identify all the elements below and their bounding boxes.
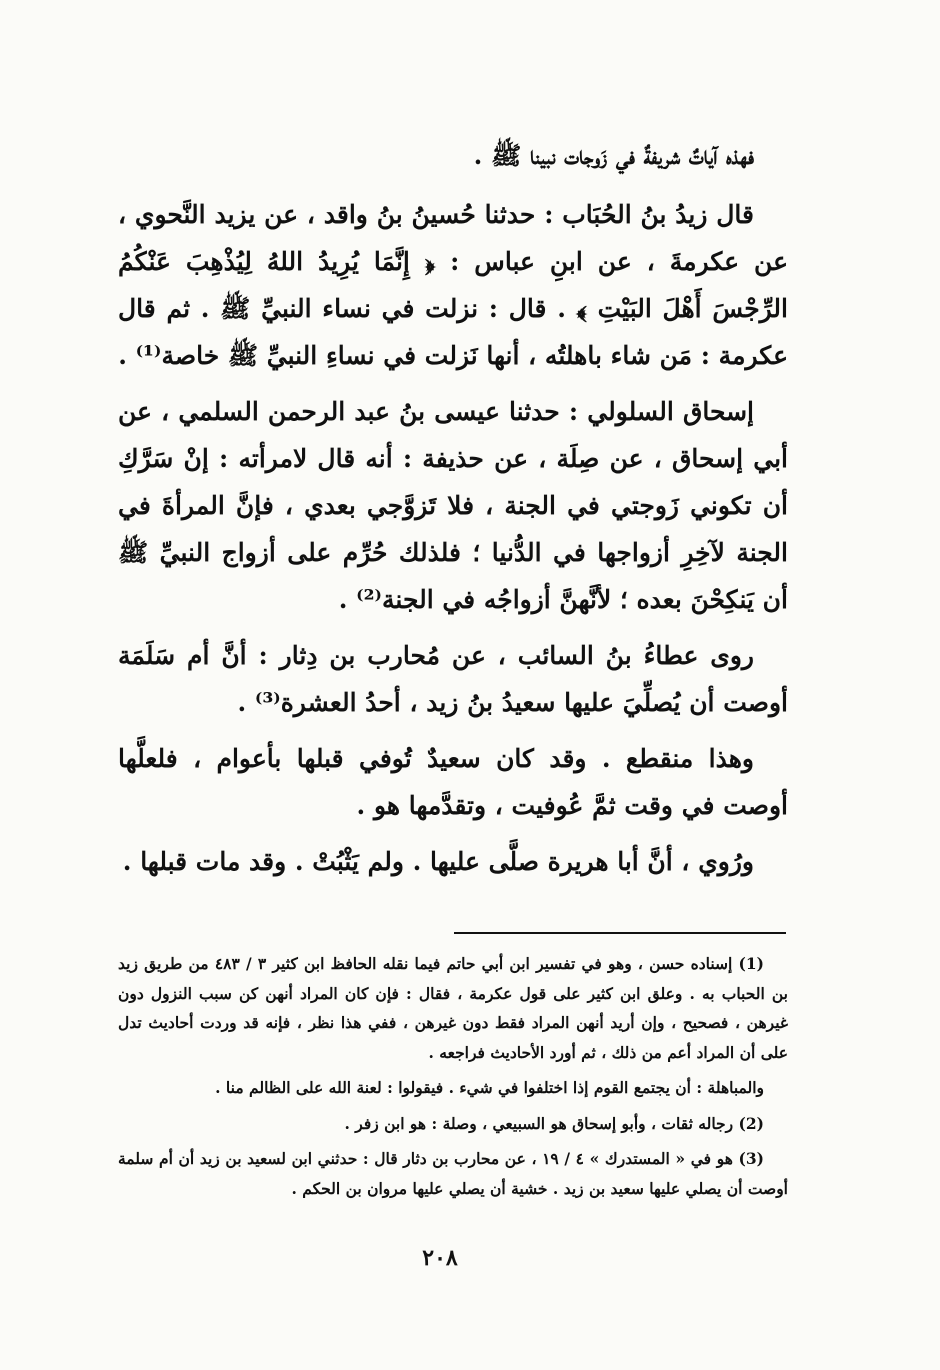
body-paragraph: فهذه آياتٌ شريفةٌ في زَوجات نبينا ﷺ . bbox=[473, 141, 754, 170]
body-paragraph: قال زيدُ بنُ الحُبَاب : حدثنا حُسينُ بنُ واقد ، عن يزيد النَّحوي ، عن عكرمةَ ، عن ابنِ عباس : ﴿ إِنَّمَا يُرِيدُ اللهُ لِيُذْهِبَ عَنْكُمُ الرِّجْسَ أَهْلَ البَيْتِ ﴾ . قال : نزلت في نساء النبيِّ ﷺ . ثم قال عكرمة : مَن شاء باهلتُه ، أنها نَزلت في نساءِ النبيِّ ﷺ خاصة⁽¹⁾ . bbox=[118, 200, 788, 370]
body-paragraph: روى عطاءُ بنُ السائب ، عن مُحارب بن دِثار : أنَّ أم سَلَمَة أوصت أن يُصلِّيَ عليها سعيدُ بنُ زيد ، أحدُ العشرة⁽³⁾ . bbox=[118, 641, 788, 717]
page-number: ٢٠٨ bbox=[422, 1245, 458, 1271]
footnote: (1) إسناده حسن ، وهو في تفسير ابن أبي حاتم فيما نقله الحافظ ابن كثير ٣ / ٤٨٣ من طريق زيد بن الحباب به . وعلق ابن كثير على قول عكرمة ، فقال : فإن كان المراد أنهن كن سبب النزول دون غيرهن ، فصحيح ، وإن أريد أنهن المراد فقط دون غيرهن ، ففي هذا نظر ، فإنه قد وردت أحاديث تدل على أن المراد أعم من ذلك ، ثم أورد الأحاديث فراجعه . bbox=[118, 954, 788, 1062]
footnote: والمباهلة : أن يجتمع القوم إذا اختلفوا في شيء . فيقولوا : لعنة الله على الظالم منا . bbox=[215, 1078, 764, 1097]
footnote: (3) هو في « المستدرك » ٤ / ١٩ ، عن محارب بن دثار قال : حدثني ابن لسعيد بن زيد أن أم سلمة أوصت أن يصلي عليها سعيد بن زيد . خشية أن يصلي عليها مروان بن الحكم . bbox=[118, 1149, 788, 1198]
body-paragraph: إسحاق السلولي : حدثنا عيسى بنُ عبد الرحمن السلمي ، عن أبي إسحاق ، عن صِلَة ، عن حذيفة : أنه قال لامرأته : إنْ سَرَّكِ أن تكوني زَوجتي في الجنة ، فلا تَزوَّجي بعدي ، فإنَّ المرأةَ في الجنة لآخِرِ أزواجها في الدُّنيا ؛ فلذلك حُرِّم على أزواج النبيِّ ﷺ أن يَنكِحْنَ بعده ؛ لأنَّهنَّ أزواجُه في الجنة⁽²⁾ . bbox=[118, 397, 788, 614]
body-paragraph: ورُوي ، أنَّ أبا هريرة صلَّى عليها . ولم يَثْبُتْ . وقد مات قبلها . bbox=[122, 847, 754, 876]
main-text bbox=[118, 132, 788, 894]
footnote-divider bbox=[454, 932, 786, 934]
footnotes bbox=[118, 949, 788, 1209]
body-paragraph: وهذا منقطع . وقد كان سعيدٌ تُوفي قبلها بأعوام ، فلعلَّها أوصت في وقت ثمَّ عُوفيت ، وتقدَّمها هو . bbox=[118, 744, 788, 820]
footnote: (2) رجاله ثقات ، وأبو إسحاق هو السبيعي ، وصلة : هو ابن زفر . bbox=[344, 1113, 764, 1133]
